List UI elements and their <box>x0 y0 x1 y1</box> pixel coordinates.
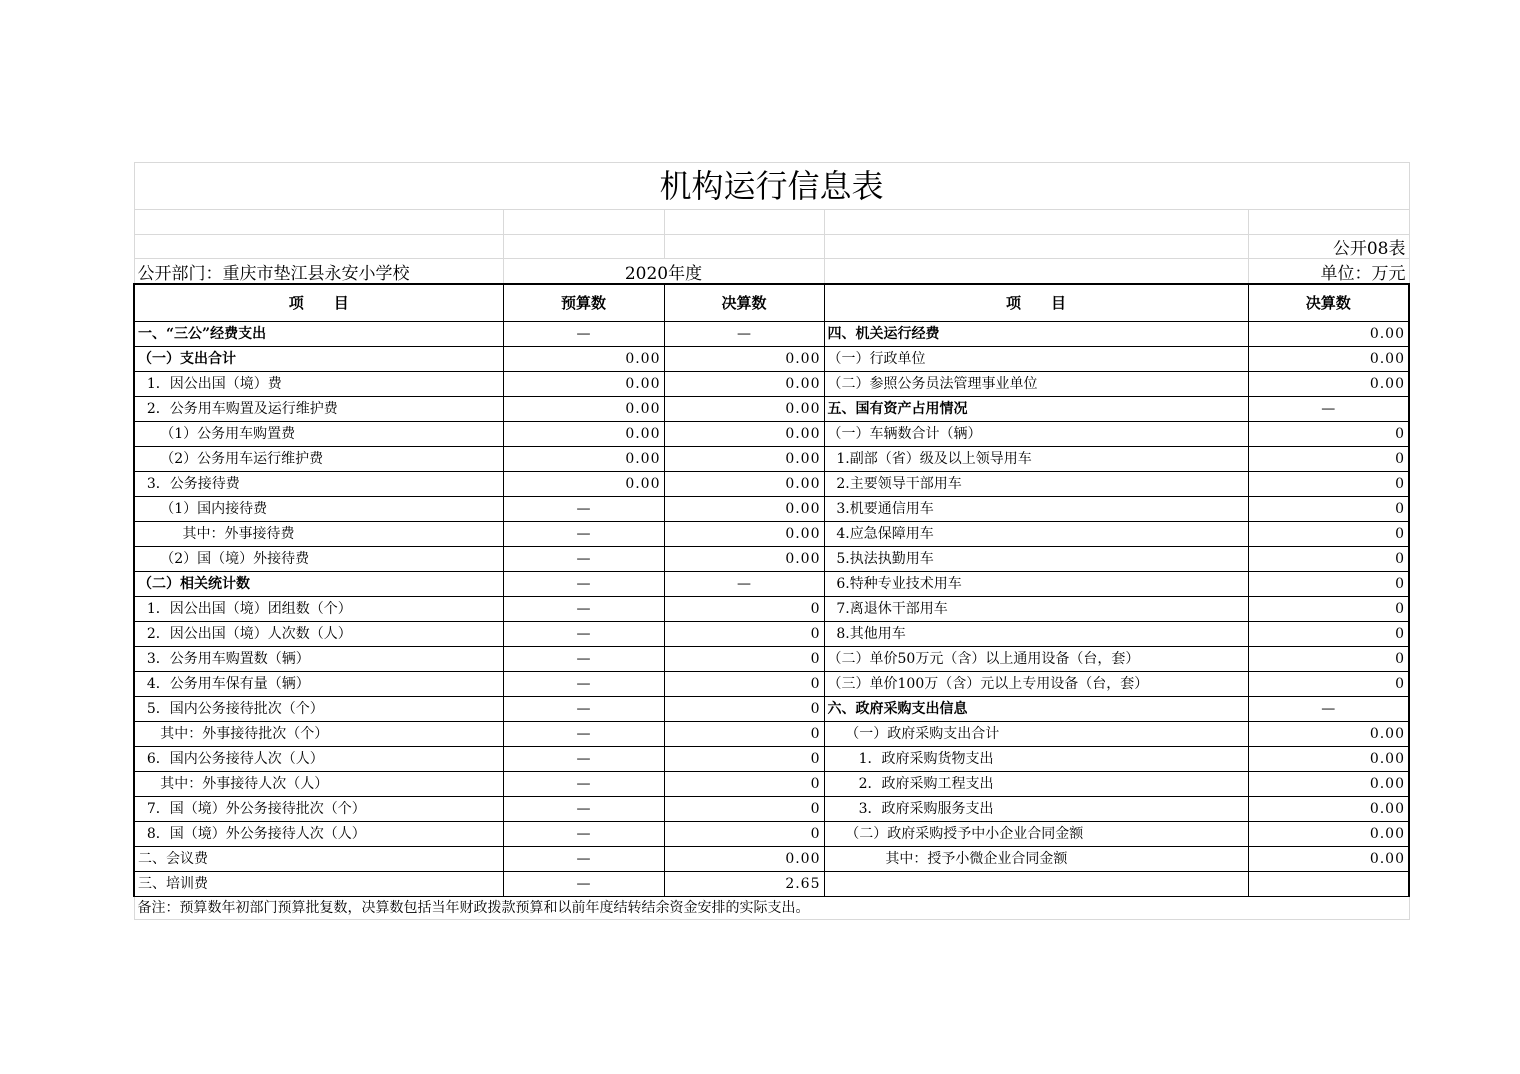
row-item-left: 3．公务用车购置数（辆） <box>134 647 503 672</box>
row-final-right: 0.00 <box>1248 847 1409 872</box>
row-budget: — <box>503 322 664 347</box>
row-budget: — <box>503 847 664 872</box>
row-budget: — <box>503 497 664 522</box>
row-final-left: 0.00 <box>664 422 824 447</box>
row-budget: — <box>503 647 664 672</box>
row-final-right: — <box>1248 397 1409 422</box>
row-final-left: — <box>664 572 824 597</box>
unit-label: 单位：万元 <box>1248 259 1409 285</box>
header-final-left: 决算数 <box>664 284 824 322</box>
row-item-right: 四、机关运行经费 <box>824 322 1248 347</box>
row-final-left: 0.00 <box>664 447 824 472</box>
row-final-left: 0.00 <box>664 397 824 422</box>
row-final-right: 0.00 <box>1248 347 1409 372</box>
row-item-left: 其中：外事接待人次（人） <box>134 772 503 797</box>
info-table <box>133 162 1410 920</box>
row-final-right: — <box>1248 697 1409 722</box>
row-item-left: 2．公务用车购置及运行维护费 <box>134 397 503 422</box>
row-final-right: 0 <box>1248 497 1409 522</box>
table-row <box>134 547 1409 572</box>
row-final-left: 0 <box>664 747 824 772</box>
table-row <box>134 772 1409 797</box>
row-final-left: 0.00 <box>664 547 824 572</box>
row-budget: — <box>503 772 664 797</box>
row-budget: 0.00 <box>503 372 664 397</box>
row-item-right: 3．政府采购服务支出 <box>824 797 1248 822</box>
row-budget: — <box>503 697 664 722</box>
row-final-left: 0 <box>664 597 824 622</box>
row-final-left: 0.00 <box>664 372 824 397</box>
table-row <box>134 722 1409 747</box>
table-row <box>134 872 1409 897</box>
table-row <box>134 597 1409 622</box>
row-item-right: （一）政府采购支出合计 <box>824 722 1248 747</box>
table-row <box>134 797 1409 822</box>
table-row <box>134 422 1409 447</box>
row-item-right: 1.副部（省）级及以上领导用车 <box>824 447 1248 472</box>
table-row <box>134 322 1409 347</box>
row-final-right: 0.00 <box>1248 747 1409 772</box>
row-budget: 0.00 <box>503 347 664 372</box>
row-budget: — <box>503 797 664 822</box>
row-final-left: 0 <box>664 622 824 647</box>
row-budget: — <box>503 672 664 697</box>
row-item-left: 1．因公出国（境）团组数（个） <box>134 597 503 622</box>
row-item-right <box>824 872 1248 897</box>
row-item-left: 5．国内公务接待批次（个） <box>134 697 503 722</box>
sheet <box>133 162 1408 920</box>
row-budget: — <box>503 622 664 647</box>
row-budget: — <box>503 547 664 572</box>
row-item-right: 五、国有资产占用情况 <box>824 397 1248 422</box>
row-budget: 0.00 <box>503 472 664 497</box>
table-row <box>134 397 1409 422</box>
department-label: 公开部门：重庆市垫江县永安小学校 <box>134 259 503 285</box>
row-item-right: 4.应急保障用车 <box>824 522 1248 547</box>
row-item-left: 其中：外事接待批次（个） <box>134 722 503 747</box>
header-budget: 预算数 <box>503 284 664 322</box>
row-final-right: 0 <box>1248 597 1409 622</box>
row-item-right: 2.主要领导干部用车 <box>824 472 1248 497</box>
row-item-left: 三、培训费 <box>134 872 503 897</box>
row-budget: — <box>503 822 664 847</box>
row-final-right: 0 <box>1248 672 1409 697</box>
fiscal-year: 2020年度 <box>503 259 824 285</box>
row-budget: 0.00 <box>503 422 664 447</box>
row-item-right: （二）政府采购授予中小企业合同金额 <box>824 822 1248 847</box>
row-budget: — <box>503 522 664 547</box>
header-final-right: 决算数 <box>1248 284 1409 322</box>
row-item-left: 4．公务用车保有量（辆） <box>134 672 503 697</box>
row-item-right: 其中：授予小微企业合同金额 <box>824 847 1248 872</box>
row-item-left: （2）公务用车运行维护费 <box>134 447 503 472</box>
row-item-left: （1）国内接待费 <box>134 497 503 522</box>
row-item-left: （二）相关统计数 <box>134 572 503 597</box>
row-item-left: 1．因公出国（境）费 <box>134 372 503 397</box>
row-final-right <box>1248 872 1409 897</box>
header-item-left: 项 目 <box>134 284 503 322</box>
table-row <box>134 822 1409 847</box>
row-item-left: 其中：外事接待费 <box>134 522 503 547</box>
row-final-left: 0 <box>664 722 824 747</box>
row-item-right: （二）单价50万元（含）以上通用设备（台，套） <box>824 647 1248 672</box>
row-final-left: 0 <box>664 797 824 822</box>
table-row <box>134 447 1409 472</box>
row-item-right: 六、政府采购支出信息 <box>824 697 1248 722</box>
row-final-left: 0.00 <box>664 847 824 872</box>
row-item-right: 8.其他用车 <box>824 622 1248 647</box>
row-item-right: 3.机要通信用车 <box>824 497 1248 522</box>
row-item-left: 2．因公出国（境）人次数（人） <box>134 622 503 647</box>
row-final-right: 0 <box>1248 647 1409 672</box>
row-item-right: 1．政府采购货物支出 <box>824 747 1248 772</box>
table-row <box>134 497 1409 522</box>
row-item-left: （1）公务用车购置费 <box>134 422 503 447</box>
row-final-right: 0.00 <box>1248 822 1409 847</box>
row-budget: 0.00 <box>503 397 664 422</box>
table-row <box>134 522 1409 547</box>
row-final-left: 0.00 <box>664 522 824 547</box>
page-title: 机构运行信息表 <box>134 163 1409 210</box>
table-row <box>134 372 1409 397</box>
row-item-left: 6．国内公务接待人次（人） <box>134 747 503 772</box>
row-final-right: 0.00 <box>1248 797 1409 822</box>
row-final-right: 0 <box>1248 522 1409 547</box>
row-final-right: 0.00 <box>1248 772 1409 797</box>
row-final-right: 0.00 <box>1248 372 1409 397</box>
row-final-right: 0.00 <box>1248 722 1409 747</box>
row-item-right: （三）单价100万（含）元以上专用设备（台，套） <box>824 672 1248 697</box>
header-item-right: 项 目 <box>824 284 1248 322</box>
table-row <box>134 672 1409 697</box>
row-final-left: 0.00 <box>664 472 824 497</box>
row-item-right: 5.执法执勤用车 <box>824 547 1248 572</box>
row-item-right: 6.特种专业技术用车 <box>824 572 1248 597</box>
table-row <box>134 347 1409 372</box>
row-budget: 0.00 <box>503 447 664 472</box>
row-final-right: 0 <box>1248 447 1409 472</box>
row-final-left: 0 <box>664 647 824 672</box>
row-budget: — <box>503 872 664 897</box>
row-budget: — <box>503 597 664 622</box>
row-final-left: 2.65 <box>664 872 824 897</box>
row-budget: — <box>503 747 664 772</box>
row-final-right: 0 <box>1248 547 1409 572</box>
row-final-left: 0.00 <box>664 347 824 372</box>
row-item-right: （一）车辆数合计（辆） <box>824 422 1248 447</box>
row-final-left: 0 <box>664 697 824 722</box>
row-final-left: 0 <box>664 772 824 797</box>
table-row <box>134 472 1409 497</box>
row-final-left: 0 <box>664 672 824 697</box>
row-final-right: 0 <box>1248 472 1409 497</box>
row-item-right: 7.离退休干部用车 <box>824 597 1248 622</box>
table-row <box>134 572 1409 597</box>
table-row <box>134 697 1409 722</box>
row-item-left: 7．国（境）外公务接待批次（个） <box>134 797 503 822</box>
row-item-right: 2．政府采购工程支出 <box>824 772 1248 797</box>
row-item-left: （2）国（境）外接待费 <box>134 547 503 572</box>
row-final-left: 0 <box>664 822 824 847</box>
row-item-left: 8．国（境）外公务接待人次（人） <box>134 822 503 847</box>
row-budget: — <box>503 572 664 597</box>
footnote: 备注：预算数年初部门预算批复数，决算数包括当年财政拨款预算和以前年度结转结余资金安排的实际支出。 <box>134 897 1409 920</box>
row-budget: — <box>503 722 664 747</box>
row-final-right: 0 <box>1248 622 1409 647</box>
table-row <box>134 847 1409 872</box>
row-final-right: 0 <box>1248 572 1409 597</box>
table-row <box>134 622 1409 647</box>
row-final-left: — <box>664 322 824 347</box>
table-row <box>134 747 1409 772</box>
row-item-right: （二）参照公务员法管理事业单位 <box>824 372 1248 397</box>
table-number: 公开08表 <box>1248 235 1409 259</box>
row-item-right: （一）行政单位 <box>824 347 1248 372</box>
row-item-left: 二、会议费 <box>134 847 503 872</box>
row-final-right: 0 <box>1248 422 1409 447</box>
table-row <box>134 647 1409 672</box>
row-item-left: 一、“三公”经费支出 <box>134 322 503 347</box>
row-item-left: （一）支出合计 <box>134 347 503 372</box>
row-final-right: 0.00 <box>1248 322 1409 347</box>
row-item-left: 3．公务接待费 <box>134 472 503 497</box>
row-final-left: 0.00 <box>664 497 824 522</box>
